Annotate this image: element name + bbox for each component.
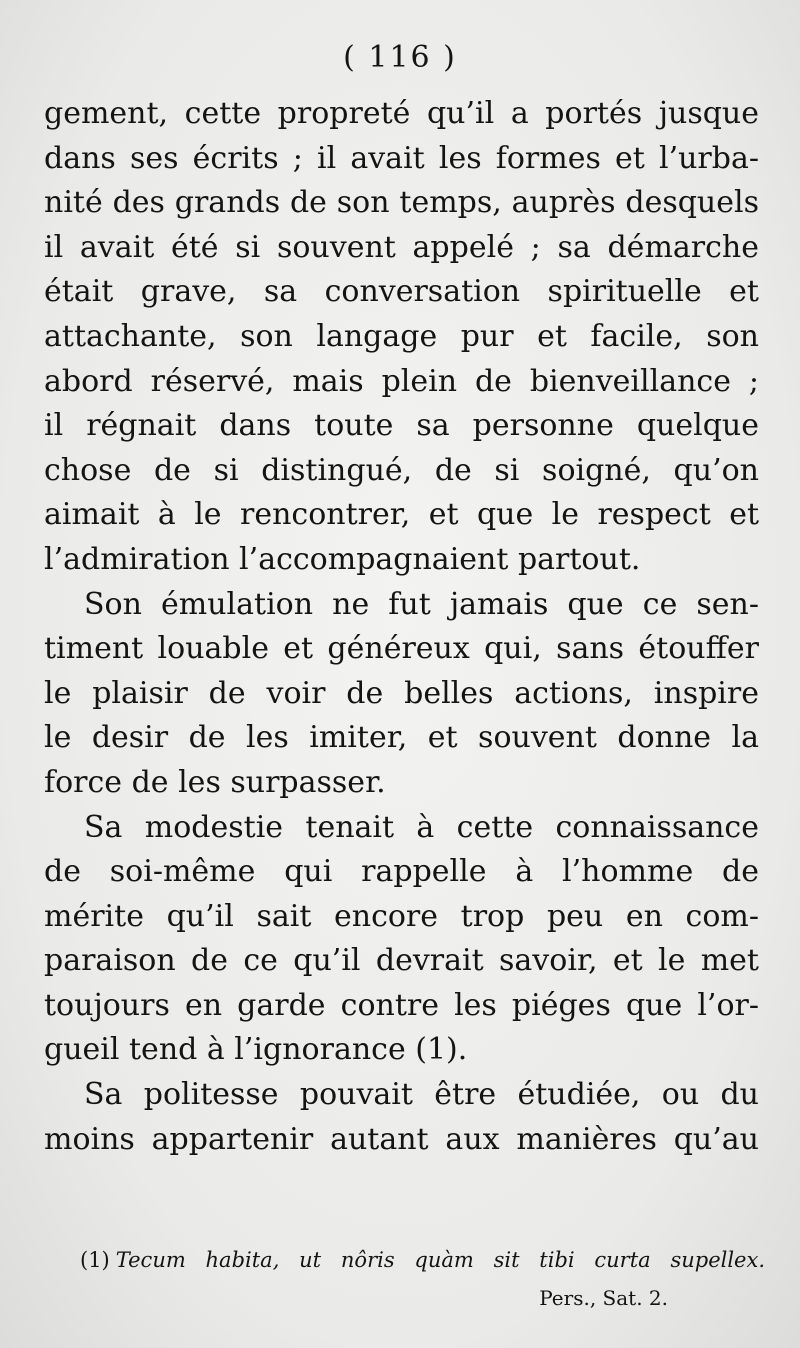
- text-line: chose de si distingué, de si soigné, qu’on: [44, 452, 759, 488]
- body-text: [44, 92, 759, 1162]
- text-line: le desir de les imiter, et souvent donne la: [44, 720, 759, 756]
- paragraph: [44, 806, 759, 1074]
- paragraph: [44, 583, 759, 806]
- text-line: l’admiration l’accompagnaient partout.: [44, 541, 641, 577]
- text-line: Son émulation ne fut jamais que ce sen-: [84, 586, 759, 622]
- text-line: il régnait dans toute sa personne quelque: [44, 408, 759, 444]
- text-line: Sa politesse pouvait être étudiée, ou du: [84, 1077, 759, 1113]
- paragraph: [44, 1073, 759, 1162]
- text-line: dans ses écrits ; il avait les formes et l’urba-: [44, 140, 759, 176]
- text-line: gueil tend à l’ignorance (1).: [44, 1032, 468, 1068]
- text-line: attachante, son langage pur et facile, son: [44, 318, 759, 354]
- text-line: Sa modestie tenait à cette connaissance: [84, 809, 759, 845]
- paragraph: [44, 92, 759, 583]
- footnote-mark: (1): [80, 1248, 110, 1272]
- page-number: ( 116 ): [343, 40, 457, 75]
- footnote: [80, 1248, 765, 1272]
- text-line: nité des grands de son temps, auprès desquels: [44, 185, 759, 221]
- text-line: force de les surpasser.: [44, 764, 386, 800]
- footnote-citation: Pers., Sat. 2.: [539, 1286, 668, 1310]
- text-line: timent louable et généreux qui, sans étouffer: [44, 631, 759, 667]
- footnote-text: Tecum habita, ut nôris quàm sit tibi curta supellex.: [115, 1248, 765, 1272]
- text-line: était grave, sa conversation spirituelle et: [44, 274, 759, 310]
- text-line: toujours en garde contre les piéges que l’or-: [44, 987, 759, 1023]
- text-line: paraison de ce qu’il devrait savoir, et le met: [44, 943, 759, 979]
- text-line: abord réservé, mais plein de bienveillance ;: [44, 363, 759, 399]
- text-line: moins appartenir autant aux manières qu’au: [44, 1121, 759, 1157]
- text-line: de soi-même qui rappelle à l’homme de: [44, 854, 759, 890]
- text-line: le plaisir de voir de belles actions, inspire: [44, 675, 759, 711]
- text-line: gement, cette propreté qu’il a portés jusque: [44, 96, 759, 131]
- text-line: mérite qu’il sait encore trop peu en com-: [44, 898, 759, 934]
- text-line: aimait à le rencontrer, et que le respect et: [44, 497, 759, 533]
- text-line: il avait été si souvent appelé ; sa démarche: [44, 229, 759, 265]
